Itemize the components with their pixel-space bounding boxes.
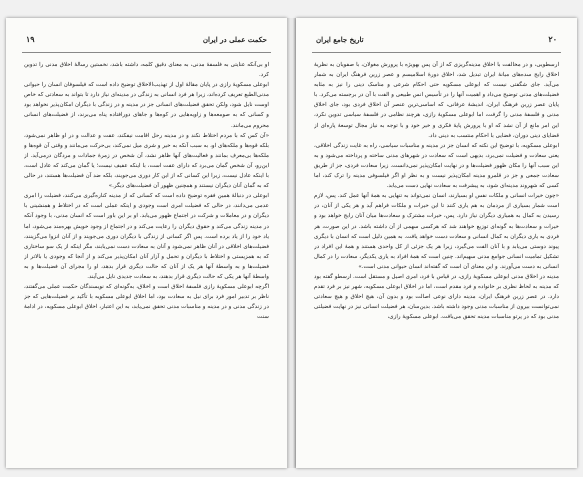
right-running-title: تاریخ جامع ایران (316, 35, 364, 44)
left-running-title: حکمت عملی در ایران (202, 35, 267, 44)
paragraph: ارسطویی، و در مخالفت با اخلاق مدینه‌گریزی که از آن پس بهویژه با پرورش مغولان، با صفویان به نظریهٔ اخلاق رایج سده‌های میانهٔ ایران تبدیل شد، اخلاق دورهٔ اسلامیسم و عصر زرین فرهنگ ایران به شمار می‌آید. جای شگفتی نیست که ابوعلی مسکویه حتی احکام شرعی و مناسک دینی را نیز به مثابه فضیلت‌های مدنی توضیح می‌داد و اهمیت آنها را در تأسیس انس طبیعی و الفت با آن در برجسته می‌کرد. با پایان عصر زرین فرهنگ ایران، اندیشهٔ عرفانی، که اساسی‌ترین عنصر آن اخلاق فردی بود، جای اخلاق مدنی و فلسفهٔ مدنی را گرفت، اما ابوعلی مسکویهٔ رازی، هرچند نظامی در فلسفهٔ سیاسی تدوین نکرد، این امر مانع از آن نشد که او با پرورش پایهٔ فکری و خیر خود و با توجه به نیاز مجال توسعهٔ پاره‌ای از قضایای دینی دوران، فضایی با احکام منتسب به دینی داد. (314, 62, 559, 139)
paragraph: اگرچه ابوعلی مسکویهٔ رازی فلسفهٔ اخلاق است و اخلاق، به‌گونه‌ای که نویسندگان حکمت عملی می‌گفتند، ناظر بر تدبیر امور فرد برای نیل به سعادت بود، اما اخلاق ابوعلی مسکویه با تأکید بر فضیلت‌هایی که جز در زندگی مدنی و در مدینه و مناسبات مدنی تحقق نمی‌یابد، به این اعتبار، اخلاق ابوعلی مسکویه، در ادامهٔ سنت (24, 284, 269, 321)
quote-paragraph: «چون خیرات انسانی و ملکات نفس او بسیارند، انسان نمی‌تواند به تنهایی به همهٔ آنها عمل کند. پس، لازم است شمار بسیاری از مردمان به هم یاری کنند تا این خیرات و ملکات فراهم آید و هر یکی از آنان، در رسیدن به کمال به همیاری دیگران نیاز دارد. پس، خیرات مشترک و سعادت‌ها میان آنان رایج خواهد بود و خیرات و سعادت‌ها به گونه‌ای توزیع خواهند شد که هرکسی سهمی از آن داشته باشد. در این صورت، هر فردی به یاری دیگران به کمال انسانی و سعادت دست خواهد یافت. به همین دلیل است که انسان با دیگری پیوند دوستی می‌یابد و با آنان الفت می‌گیرد، زیرا هر یک جزئی از کل واحدی هستند و همهٔ این افراد در تشکیل تمامیت انسانی جوامع مدنی سهیم‌اند. چنین است که همهٔ افراد به یاری یکدیگر، سعادت را در کمال انسانی به دست می‌آورند. و این معنای آن است که گفته‌اند انسان حیوانی مدنی است.» (314, 193, 559, 270)
left-page (6, 18, 287, 468)
paragraph: ابوعلی مسکویه، با توضیح این نکته که انسان جز در مدینه و مناسبات سیاسی، راه به غایت زندگی اخلاقی، یعنی سعادت و فضیلت نمی‌برد، بدیهی است که سعادت در شهرهای مدنی ساخته و پرداخته می‌شود و به این سبب آنها را مکان ظهور فضیلت‌ها و در نهایت امکان‌پذیر نمی‌دانست. زیرا سعادت فردی، جز از طریق سعادت جمعی و جز در قلمرو مدینه امکان‌پذیر نیست و به نظر او اگر فیلسوفی مدینه را ترک کند، اما کسی که شهروند مدینه‌ای شود، به پیشرفت به سعادت نهایی دست می‌یابد. (314, 142, 559, 190)
right-page-body (314, 60, 559, 456)
left-page-number: ١٩ (26, 34, 35, 44)
paragraph: مدینه در اخلاق مدنی ابوعلی مسکویهٔ رازی، در قیاس با فرد، امری اصیل و مستقل است. ارسطو گفته بود که مدینه به لحاظ نظری بر خانواده و فرد مقدم است، اما در اخلاق ابوعلی مسکویه، شهر نیز بر فرد تقدم دارد. در عصر زرین فرهنگ ایران، مدینه دارای نوعی اصالت بود و بدون آن، هیچ اخلاق و هیچ سعادتی نمی‌توانست بیرون از مناسبات مدنی وجود داشته باشد. بدین‌سان، هر فضیلت انسانی نیز در نهایت فضیلتی مدنی بود که در پرتو مناسبات مدینه تحقق می‌یافت. ابوعلی مسکویهٔ رازی، (314, 273, 559, 321)
paragraph: او بی‌آنکه عنایتی به فلسفهٔ مدنی، به معنای دقیق کلمه، داشته باشد، نخستین رسالهٔ اخلاق مدنی را تدوین کرد. (24, 62, 269, 79)
paragraph: ابوعلی مسکویهٔ رازی در پایان مقالهٔ اول از تهذیب‌الاخلاق توضیح داده است که فیلسوفان انسان را حیوانی مدنی‌الطبع تعریف کرده‌اند، زیرا هر فرد انسانی به زندگی در مدینه‌ای نیاز دارد تا بتواند به سعادتی که خاص اوست نایل شود، ولکن تحقق فضیلت‌های انسانی جز در مدینه و در زندگی با دیگران امکان‌پذیر نخواهد بود و کسانی که به صومعه‌ها و زاویه‌هایی در کوه‌ها و جاهای دورافتاده پناه می‌برند، از فضیلت‌های انسانی محروم می‌مانند. (24, 82, 269, 129)
left-page-header (22, 34, 271, 48)
left-header-rule (22, 52, 271, 53)
right-page-number: ٢٠ (548, 34, 557, 44)
right-page-header (312, 34, 561, 48)
paragraph: ابوعلی در دنبالهٔ همین فقره توضیح داده است که کسانی که از مدینه کناره‌گیری می‌کنند، فضیلت را امری عدمی می‌دانند، در حالی که فضیلت امری است وجودی و اینکه عملی است که در اختلاط و همنشینی با دیگران و در معاملات و شرکت در اجتماع ظهور می‌یابد. او بر این باور است که انسان مدنی، با وجود آنکه در مدینه زندگی می‌کند و حقوق دیگران را رعایت می‌کند و در اجتماع از وجود خویش بهره‌مند می‌شود، اما یاد خود را از یاد برده است. پس اگر کسانی از زندگی با دیگران دوری می‌جویند و از آنان انزوا می‌گزینند، فضیلت‌های اخلاقی در آنان ظاهر نمی‌شود و آنان به سعادت دست نمی‌یابند، مگر اینکه از یک سو ساختاری که به همزیستی و اختلاط با دیگران و تحمل و آزار آنان امکان‌پذیر می‌کند و از آنجا که وجودی یا بالاتر از فضیلت‌ها و به واسطهٔ آنها هر یک از آنان که حالت دیگری قرار بدهد، او را مجرای آن فضیلت‌ها و به واسطهٔ آنها هر یکی که حالت دیگری قرار بدهند، به سعادت جدیدی نایل می‌آیند. (24, 193, 269, 280)
left-page-body (24, 60, 269, 456)
book-gutter (287, 18, 296, 468)
right-page (296, 18, 577, 468)
right-header-rule (312, 52, 561, 53)
quote-paragraph: «آن کس که با مردم اختلاط نکند و در مدینه رحل اقامت نیفکند، عفت و عدالت و در او ظاهر نمی‌شود، بلکه قوه‌ها و ملکه‌های او، به سبب آنکه به خیر و شری میل نمی‌کند، بی‌حرکت می‌مانند و وقتی آن قوه‌ها و ملکه‌ها بی‌معرف بمانند و فعالیت‌های آنها ظاهر نشد، آن شخص در زمرهٔ جمادات و مردگان درمی‌آید. از این‌رو، آن شخص گمان می‌برد که دارای عفت است، با اینکه عفیف نیست؛ یا گمان می‌کند که عادل است، با اینکه عادل نیست، زیرا این کسانی که از این کار دوری می‌جویند، بلکه ضد آن فضیلت‌ها هستند، در حالی که به گمان آنان دیگران نیستند و همچنین ظهور آن فضیلت‌های دیگر.» (24, 132, 269, 190)
